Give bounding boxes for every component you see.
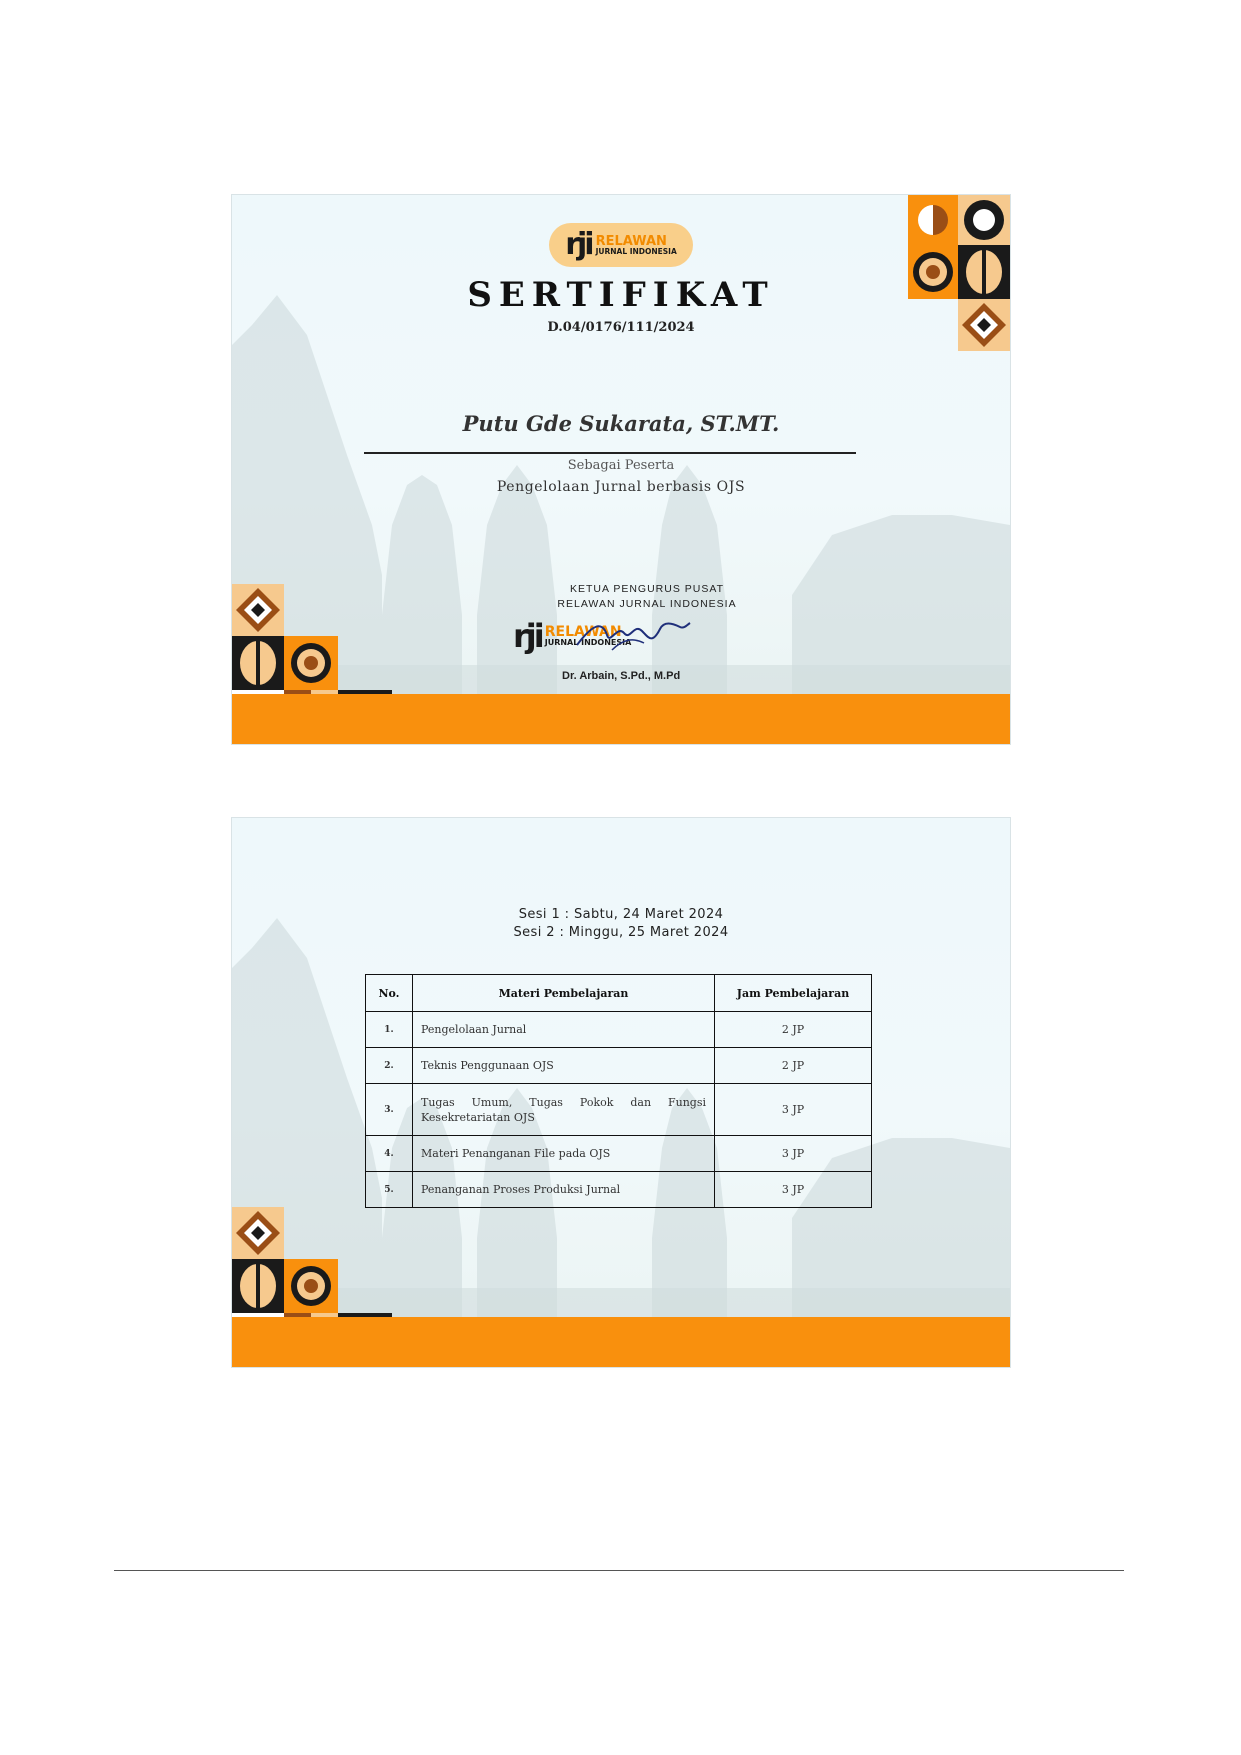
page-footer-divider <box>114 1570 1124 1571</box>
table-row <box>366 1172 872 1208</box>
table-row <box>366 1048 872 1084</box>
row-jam: 2 JP <box>715 1012 872 1048</box>
signatory-title-line-2: RELAWAN JURNAL INDONESIA <box>557 598 737 610</box>
row-materi: Tugas Umum, Tugas Pokok dan Fungsi Kesekretariatan OJS <box>413 1084 715 1136</box>
row-materi: Materi Penanganan File pada OJS <box>413 1136 715 1172</box>
row-jam: 3 JP <box>715 1172 872 1208</box>
learning-materials-table <box>365 974 872 1208</box>
table-row <box>366 1136 872 1172</box>
handwritten-signature <box>572 615 692 655</box>
certificate-title: SERTIFIKAT <box>467 275 775 315</box>
logo-mark: rji <box>565 227 592 262</box>
footer-band <box>232 694 1010 744</box>
recipient-name: Putu Gde Sukarata, ST.MT. <box>462 411 780 436</box>
organization-logo <box>549 223 693 267</box>
table-row <box>366 1084 872 1136</box>
footer-band <box>232 1317 1010 1367</box>
row-number: 3. <box>366 1084 413 1136</box>
row-jam: 2 JP <box>715 1048 872 1084</box>
row-materi: Teknis Penggunaan OJS <box>413 1048 715 1084</box>
column-header-no: No. <box>366 975 413 1012</box>
signatory-title-line-1: KETUA PENGURUS PUSAT <box>570 583 724 595</box>
certificate-front <box>231 194 1011 745</box>
logo-mark: rji <box>513 617 542 655</box>
logo-wordmark <box>596 235 677 256</box>
row-materi: Pengelolaan Jurnal <box>413 1012 715 1048</box>
row-materi: Penanganan Proses Produksi Jurnal <box>413 1172 715 1208</box>
row-number: 1. <box>366 1012 413 1048</box>
logo-word-2: JURNAL INDONESIA <box>595 246 677 256</box>
certificate-back <box>231 817 1011 1368</box>
table-header-row <box>366 975 872 1012</box>
row-jam: 3 JP <box>715 1084 872 1136</box>
signatory-name: Dr. Arbain, S.Pd., M.Pd <box>562 670 681 682</box>
row-number: 4. <box>366 1136 413 1172</box>
logo-word-2: JURNAL INDONESIA <box>544 638 632 647</box>
row-jam: 3 JP <box>715 1136 872 1172</box>
session-1-date: Sesi 1 : Sabtu, 24 Maret 2024 <box>518 907 724 922</box>
participant-role: Sebagai Peserta <box>567 458 675 473</box>
name-underline <box>364 452 856 454</box>
logo-word-1: RELAWAN <box>595 233 667 249</box>
session-2-date: Sesi 2 : Minggu, 25 Maret 2024 <box>513 925 729 940</box>
table-row <box>366 1012 872 1048</box>
row-number: 2. <box>366 1048 413 1084</box>
column-header-materi: Materi Pembelajaran <box>413 975 715 1012</box>
course-name: Pengelolaan Jurnal berbasis OJS <box>496 479 746 495</box>
certificate-number: D.04/0176/111/2024 <box>547 320 695 335</box>
column-header-jam: Jam Pembelajaran <box>715 975 872 1012</box>
logo-word-1: RELAWAN <box>544 624 622 640</box>
row-number: 5. <box>366 1172 413 1208</box>
